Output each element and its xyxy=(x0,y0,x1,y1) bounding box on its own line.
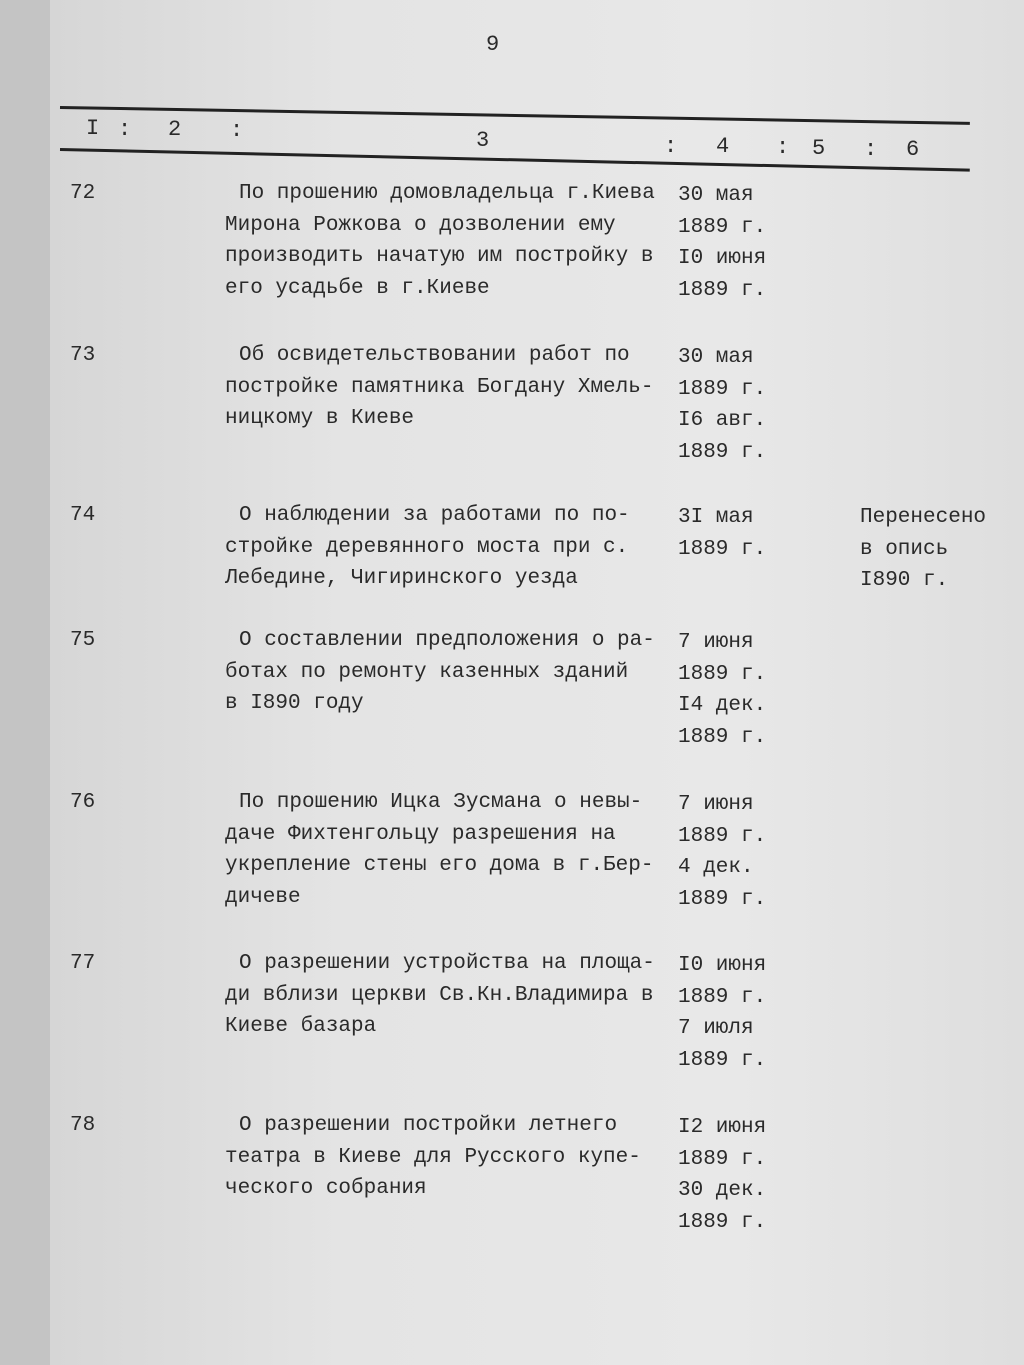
item-number: 78 xyxy=(70,1114,96,1137)
column-separator: : xyxy=(118,117,132,142)
date-line: 1889 г. xyxy=(678,887,767,911)
item-number: 75 xyxy=(70,629,96,652)
date-line: 1889 г. xyxy=(678,215,767,239)
note-line: I890 г. xyxy=(860,569,949,592)
item-description xyxy=(225,1110,675,1205)
description-line: его усадьбе в г.Киеве xyxy=(225,276,490,300)
date-line: 1889 г. xyxy=(678,725,767,749)
item-dates xyxy=(678,950,766,1076)
item-note xyxy=(860,502,986,597)
item-number: 73 xyxy=(70,344,96,367)
item-number: 72 xyxy=(70,182,96,205)
description-line: ди вблизи церкви Св.Кн.Владимира в xyxy=(225,983,654,1007)
date-line: 3I мая xyxy=(678,506,754,529)
date-line: 7 июня xyxy=(678,793,754,816)
item-dates xyxy=(678,1112,766,1238)
column-separator: : xyxy=(776,135,790,160)
description-line: ботах по ремонту казенных зданий xyxy=(225,660,629,684)
description-line: укрепление стены его дома в г.Бер- xyxy=(225,854,654,877)
date-line: I6 авг. xyxy=(678,409,767,432)
date-line: 7 июля xyxy=(678,1017,754,1040)
date-line: 1889 г. xyxy=(678,440,767,464)
item-description xyxy=(225,625,675,720)
date-line: 30 мая xyxy=(678,346,754,369)
item-dates xyxy=(678,627,766,753)
date-line: 30 мая xyxy=(678,184,754,207)
date-line: 1889 г. xyxy=(678,377,767,401)
item-dates xyxy=(678,502,766,565)
description-line: Киеве базара xyxy=(225,1015,377,1038)
description-line: стройке деревянного моста при с. xyxy=(225,535,629,559)
column-number: 2 xyxy=(168,117,182,142)
description-line: Лебедине, Чигиринского уезда xyxy=(225,567,578,590)
date-line: 1889 г. xyxy=(678,537,767,561)
column-number: 6 xyxy=(906,137,920,162)
item-description xyxy=(225,178,675,304)
column-separator: : xyxy=(230,118,244,143)
description-line: театра в Киеве для Русского купе- xyxy=(225,1145,641,1169)
description-line: дичеве xyxy=(225,885,301,909)
date-line: 1889 г. xyxy=(678,1147,767,1171)
date-line: I0 июня xyxy=(678,954,767,977)
date-line: 7 июня xyxy=(678,631,754,654)
item-description xyxy=(225,948,675,1043)
description-line: в I890 году xyxy=(225,692,364,715)
description-line: Об освидетельствовании работ по xyxy=(239,344,630,367)
date-line: I2 июня xyxy=(678,1116,767,1139)
description-line: О разрешении устройства на площа- xyxy=(239,952,655,975)
column-number: 5 xyxy=(812,136,826,161)
date-line: I0 июня xyxy=(678,247,767,270)
date-line: 30 дек. xyxy=(678,1179,767,1202)
column-number: I xyxy=(86,116,100,141)
column-number: 4 xyxy=(716,134,730,159)
date-line: 4 дек. xyxy=(678,856,754,879)
note-line: Перенесено xyxy=(860,506,987,529)
item-number: 76 xyxy=(70,791,96,814)
date-line: 1889 г. xyxy=(678,278,767,302)
description-line: ческого собрания xyxy=(225,1177,427,1200)
description-line: производить начатую им постройку в xyxy=(225,245,654,268)
binding-edge xyxy=(0,0,50,1365)
item-dates xyxy=(678,180,766,306)
date-line: 1889 г. xyxy=(678,985,767,1009)
item-dates xyxy=(678,342,766,468)
column-separator: : xyxy=(664,134,678,159)
item-number: 77 xyxy=(70,952,96,975)
date-line: 1889 г. xyxy=(678,1210,767,1234)
item-dates xyxy=(678,789,766,915)
date-line: 1889 г. xyxy=(678,1048,767,1072)
description-line: ницкому в Киеве xyxy=(225,407,415,430)
column-number: 3 xyxy=(476,128,490,153)
description-line: О разрешении постройки летнего xyxy=(239,1114,618,1137)
description-line: даче Фихтенгольцу разрешения на xyxy=(225,822,616,846)
description-line: постройке памятника Богдану Хмель- xyxy=(225,375,654,399)
description-line: По прошению домовладельца г.Киева xyxy=(239,182,655,205)
item-number: 74 xyxy=(70,504,96,527)
date-line: I4 дек. xyxy=(678,694,767,717)
page-number: 9 xyxy=(486,32,500,57)
item-description xyxy=(225,340,675,435)
date-line: 1889 г. xyxy=(678,662,767,686)
column-separator: : xyxy=(864,137,878,162)
item-description xyxy=(225,500,675,595)
date-line: 1889 г. xyxy=(678,824,767,848)
description-line: По прошению Ицка Зусмана о невы- xyxy=(239,791,643,814)
description-line: Мирона Рожкова о дозволении ему xyxy=(225,213,616,237)
item-description xyxy=(225,787,675,913)
note-line: в опись xyxy=(860,537,949,561)
description-line: О составлении предположения о ра- xyxy=(239,629,655,652)
description-line: О наблюдении за работами по по- xyxy=(239,504,630,527)
